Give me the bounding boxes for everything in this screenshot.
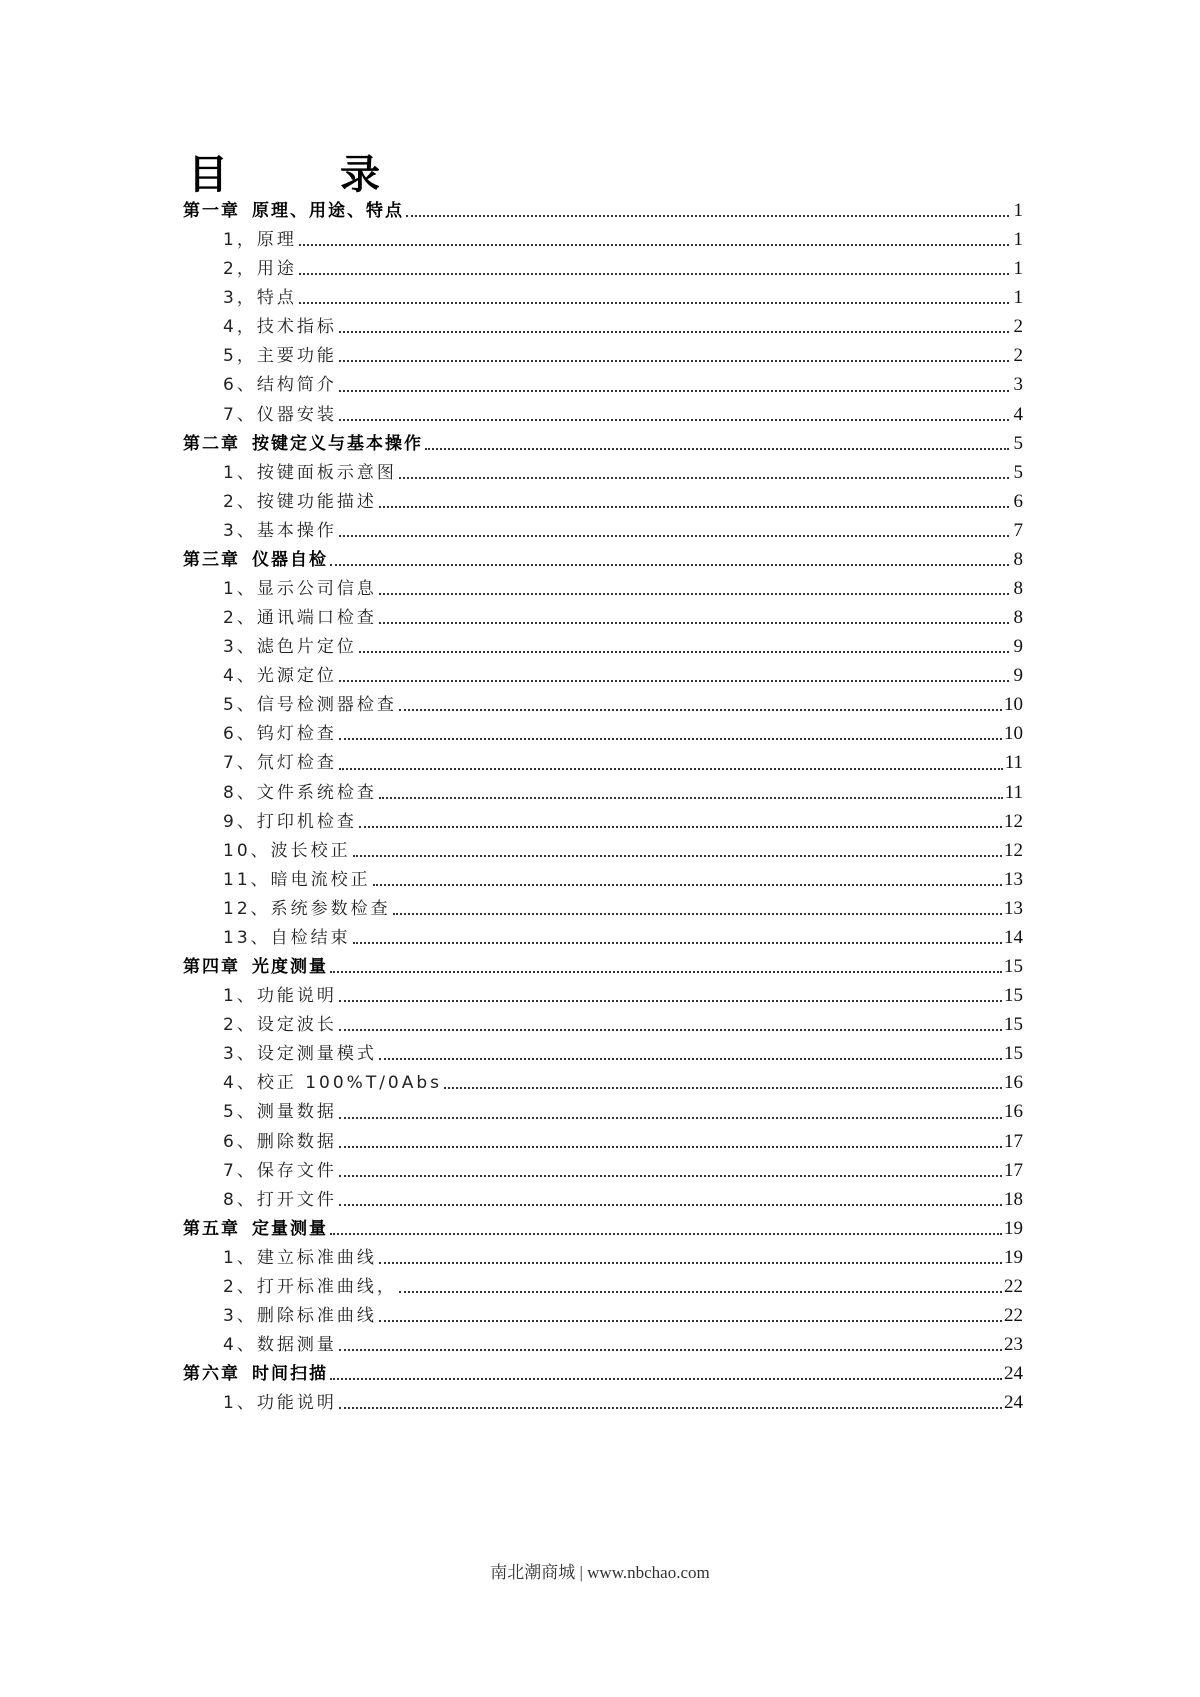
page-number: 14 (1004, 926, 1023, 948)
dot-leader (393, 912, 1002, 915)
dot-leader (339, 1145, 1002, 1148)
dot-leader (339, 418, 1009, 421)
toc-section-entry[interactable] (183, 1388, 1023, 1417)
toc-section-entry[interactable] (183, 632, 1023, 661)
toc-entry-label (183, 546, 328, 574)
chapter-number: 第六章 (183, 1364, 240, 1385)
chapter-number: 第二章 (183, 433, 240, 454)
page-number: 11 (1004, 781, 1023, 803)
toc-section-entry[interactable] (183, 400, 1023, 429)
dot-leader (353, 854, 1002, 857)
dot-leader (379, 592, 1009, 595)
toc-entry-label: 9、打印机检查 (223, 811, 357, 832)
page-number: 15 (1004, 1043, 1023, 1065)
dot-leader (379, 796, 1003, 799)
toc-section-entry[interactable] (183, 923, 1023, 952)
page-number: 1 (1013, 258, 1023, 280)
toc-chapter-entry[interactable] (183, 196, 1023, 225)
toc-entry-label: 6、删除数据 (223, 1131, 337, 1152)
dot-leader (339, 1028, 1002, 1031)
chapter-title: 按键定义与基本操作 (252, 433, 423, 454)
toc-section-entry[interactable] (183, 1185, 1023, 1214)
toc-section-entry[interactable] (183, 865, 1023, 894)
toc-entry-label: 2、通讯端口检查 (223, 608, 377, 629)
dot-leader (339, 737, 1002, 740)
toc-entry-label: 4、校正 100%T/0Abs (223, 1073, 443, 1094)
toc-section-entry[interactable] (183, 1097, 1023, 1126)
toc-section-entry[interactable] (183, 661, 1023, 690)
toc-entry-label: 10、波长校正 (223, 840, 351, 861)
toc-entry-label: 1、功能说明 (223, 1393, 337, 1414)
toc-entry-label: 2，用途 (223, 259, 297, 280)
toc-entry-label: 3、设定测量模式 (223, 1044, 377, 1065)
toc-section-entry[interactable] (183, 574, 1023, 603)
toc-entry-label: 3、删除标准曲线 (223, 1305, 377, 1326)
page-number: 6 (1013, 490, 1023, 512)
dot-leader (373, 883, 1002, 886)
toc-section-entry[interactable] (183, 1272, 1023, 1301)
chapter-title: 原理、用途、特点 (252, 201, 404, 221)
dot-leader (399, 476, 1009, 479)
toc-section-entry[interactable] (183, 254, 1023, 283)
page-number: 1 (1013, 287, 1023, 309)
page-number: 16 (1004, 1072, 1023, 1094)
table-of-contents (183, 196, 1023, 1417)
toc-section-entry[interactable] (183, 1068, 1023, 1097)
dot-leader (444, 1086, 1002, 1089)
toc-section-entry[interactable] (183, 836, 1023, 865)
dot-leader (359, 825, 1002, 828)
page-number: 8 (1013, 607, 1023, 629)
page-number: 5 (1013, 432, 1023, 454)
dot-leader (399, 1290, 1002, 1293)
dot-leader (299, 301, 1009, 304)
toc-section-entry[interactable] (183, 1010, 1023, 1039)
toc-section-entry[interactable] (183, 516, 1023, 545)
toc-entry-label: 3，特点 (223, 288, 297, 309)
page-number: 2 (1013, 316, 1023, 338)
page-number: 19 (1004, 1246, 1023, 1268)
toc-entry-label: 5，主要功能 (223, 346, 337, 367)
page-number: 9 (1013, 636, 1023, 658)
page-footer: 南北潮商城 | www.nbchao.com (490, 1563, 710, 1582)
toc-entry-label: 4、光源定位 (223, 666, 337, 687)
toc-section-entry[interactable] (183, 807, 1023, 836)
toc-entry-label: 2、按键功能描述 (223, 491, 377, 512)
page-number: 10 (1004, 694, 1023, 716)
dot-leader (299, 243, 1009, 246)
toc-entry-label: 1，原理 (223, 230, 297, 251)
page-number: 19 (1004, 1217, 1023, 1239)
toc-entry-label (183, 197, 404, 225)
toc-chapter-entry[interactable] (183, 1214, 1023, 1243)
page-number: 13 (1004, 897, 1023, 919)
toc-section-entry[interactable] (183, 1156, 1023, 1185)
dot-leader (379, 1261, 1002, 1264)
toc-entry-label: 1、功能说明 (223, 986, 337, 1007)
page-number: 15 (1004, 1014, 1023, 1036)
toc-section-entry[interactable] (183, 690, 1023, 719)
chapter-number: 第五章 (183, 1218, 240, 1239)
page-number: 7 (1013, 519, 1023, 541)
toc-entry-label: 2、打开标准曲线， (223, 1276, 397, 1297)
toc-entry-label: 13、自检结束 (223, 927, 351, 948)
toc-chapter-entry[interactable] (183, 952, 1023, 981)
dot-leader (330, 970, 1002, 973)
toc-entry-label (183, 430, 423, 458)
page-number: 2 (1013, 345, 1023, 367)
toc-chapter-entry[interactable] (183, 429, 1023, 458)
page-number: 23 (1004, 1334, 1023, 1356)
dot-leader (330, 563, 1009, 566)
toc-section-entry[interactable] (183, 603, 1023, 632)
dot-leader (353, 941, 1002, 944)
dot-leader (399, 708, 1002, 711)
page-number: 18 (1004, 1188, 1023, 1210)
page-number: 15 (1004, 985, 1023, 1007)
toc-entry-label: 3、滤色片定位 (223, 637, 357, 658)
page-number: 4 (1013, 403, 1023, 425)
dot-leader (330, 1232, 1002, 1235)
toc-section-entry[interactable] (183, 1243, 1023, 1272)
dot-leader (299, 272, 1009, 275)
dot-leader (339, 1203, 1002, 1206)
dot-leader (339, 330, 1009, 333)
toc-section-entry[interactable] (183, 487, 1023, 516)
dot-leader (379, 1057, 1002, 1060)
page-number: 8 (1013, 548, 1023, 570)
page-number: 16 (1004, 1101, 1023, 1123)
page-number: 22 (1004, 1304, 1023, 1326)
toc-entry-label: 7、保存文件 (223, 1160, 337, 1181)
toc-section-entry[interactable] (183, 341, 1023, 370)
toc-section-entry[interactable] (183, 1039, 1023, 1068)
toc-section-entry[interactable] (183, 370, 1023, 399)
toc-section-entry[interactable] (183, 748, 1023, 777)
dot-leader (330, 1377, 1002, 1380)
dot-leader (406, 214, 1009, 217)
page-number: 24 (1004, 1363, 1023, 1385)
toc-entry-label: 3、基本操作 (223, 520, 337, 541)
dot-leader (339, 767, 1003, 770)
toc-section-entry[interactable] (183, 458, 1023, 487)
page-number: 9 (1013, 665, 1023, 687)
dot-leader (379, 621, 1009, 624)
toc-section-entry[interactable] (183, 1330, 1023, 1359)
toc-entry-label (183, 1360, 328, 1388)
dot-leader (379, 505, 1009, 508)
chapter-title: 仪器自检 (252, 549, 328, 570)
page-number: 15 (1004, 956, 1023, 978)
page-number: 11 (1004, 752, 1023, 774)
page-number: 3 (1013, 374, 1023, 396)
toc-entry-label: 1、按键面板示意图 (223, 462, 397, 483)
page-number: 24 (1004, 1392, 1023, 1414)
page-number: 1 (1013, 229, 1023, 251)
toc-entry-label: 6、钨灯检查 (223, 724, 337, 745)
toc-entry-label: 4、数据测量 (223, 1335, 337, 1356)
dot-leader (339, 1348, 1002, 1351)
chapter-title: 光度测量 (252, 957, 328, 978)
chapter-number: 第四章 (183, 957, 240, 978)
dot-leader (339, 359, 1009, 362)
toc-entry-label: 1、显示公司信息 (223, 579, 377, 600)
dot-leader (339, 1116, 1002, 1119)
toc-entry-label (183, 953, 328, 981)
page-number: 5 (1013, 461, 1023, 483)
page-number: 13 (1004, 868, 1023, 890)
toc-title: 目 录 (188, 151, 416, 198)
dot-leader (339, 679, 1009, 682)
dot-leader (359, 650, 1009, 653)
toc-entry-label: 4，技术指标 (223, 317, 337, 338)
page-number: 22 (1004, 1275, 1023, 1297)
dot-leader (339, 389, 1009, 392)
chapter-title: 定量测量 (252, 1218, 328, 1239)
toc-entry-label: 7、仪器安装 (223, 404, 337, 425)
toc-section-entry[interactable] (183, 894, 1023, 923)
page-number: 8 (1013, 578, 1023, 600)
page-number: 12 (1004, 839, 1023, 861)
dot-leader (339, 534, 1009, 537)
dot-leader (339, 1174, 1002, 1177)
toc-entry-label: 8、打开文件 (223, 1189, 337, 1210)
page-number: 17 (1004, 1130, 1023, 1152)
toc-entry-label: 2、设定波长 (223, 1015, 337, 1036)
toc-entry-label: 11、暗电流校正 (223, 869, 371, 890)
page-number: 12 (1004, 810, 1023, 832)
toc-section-entry[interactable] (183, 1127, 1023, 1156)
toc-entry-label: 12、系统参数检查 (223, 898, 391, 919)
toc-entry-label: 6、结构简介 (223, 375, 337, 396)
toc-section-entry[interactable] (183, 778, 1023, 807)
toc-entry-label: 8、文件系统检查 (223, 782, 377, 803)
toc-entry-label (183, 1215, 328, 1243)
toc-entry-label: 5、信号检测器检查 (223, 695, 397, 716)
toc-section-entry[interactable] (183, 981, 1023, 1010)
toc-section-entry[interactable] (183, 283, 1023, 312)
toc-entry-label: 5、测量数据 (223, 1102, 337, 1123)
chapter-number: 第三章 (183, 549, 240, 570)
dot-leader (379, 1319, 1002, 1322)
chapter-title: 时间扫描 (252, 1364, 328, 1385)
toc-entry-label: 7、氘灯检查 (223, 753, 337, 774)
page-number: 10 (1004, 723, 1023, 745)
toc-entry-label: 1、建立标准曲线 (223, 1247, 377, 1268)
page-number: 17 (1004, 1159, 1023, 1181)
toc-chapter-entry[interactable] (183, 1359, 1023, 1388)
dot-leader (339, 999, 1002, 1002)
toc-section-entry[interactable] (183, 225, 1023, 254)
toc-section-entry[interactable] (183, 312, 1023, 341)
dot-leader (425, 447, 1009, 450)
toc-section-entry[interactable] (183, 1301, 1023, 1330)
page-number: 1 (1013, 200, 1023, 221)
dot-leader (339, 1406, 1002, 1409)
toc-section-entry[interactable] (183, 719, 1023, 748)
chapter-number: 第一章 (183, 201, 240, 221)
toc-chapter-entry[interactable] (183, 545, 1023, 574)
